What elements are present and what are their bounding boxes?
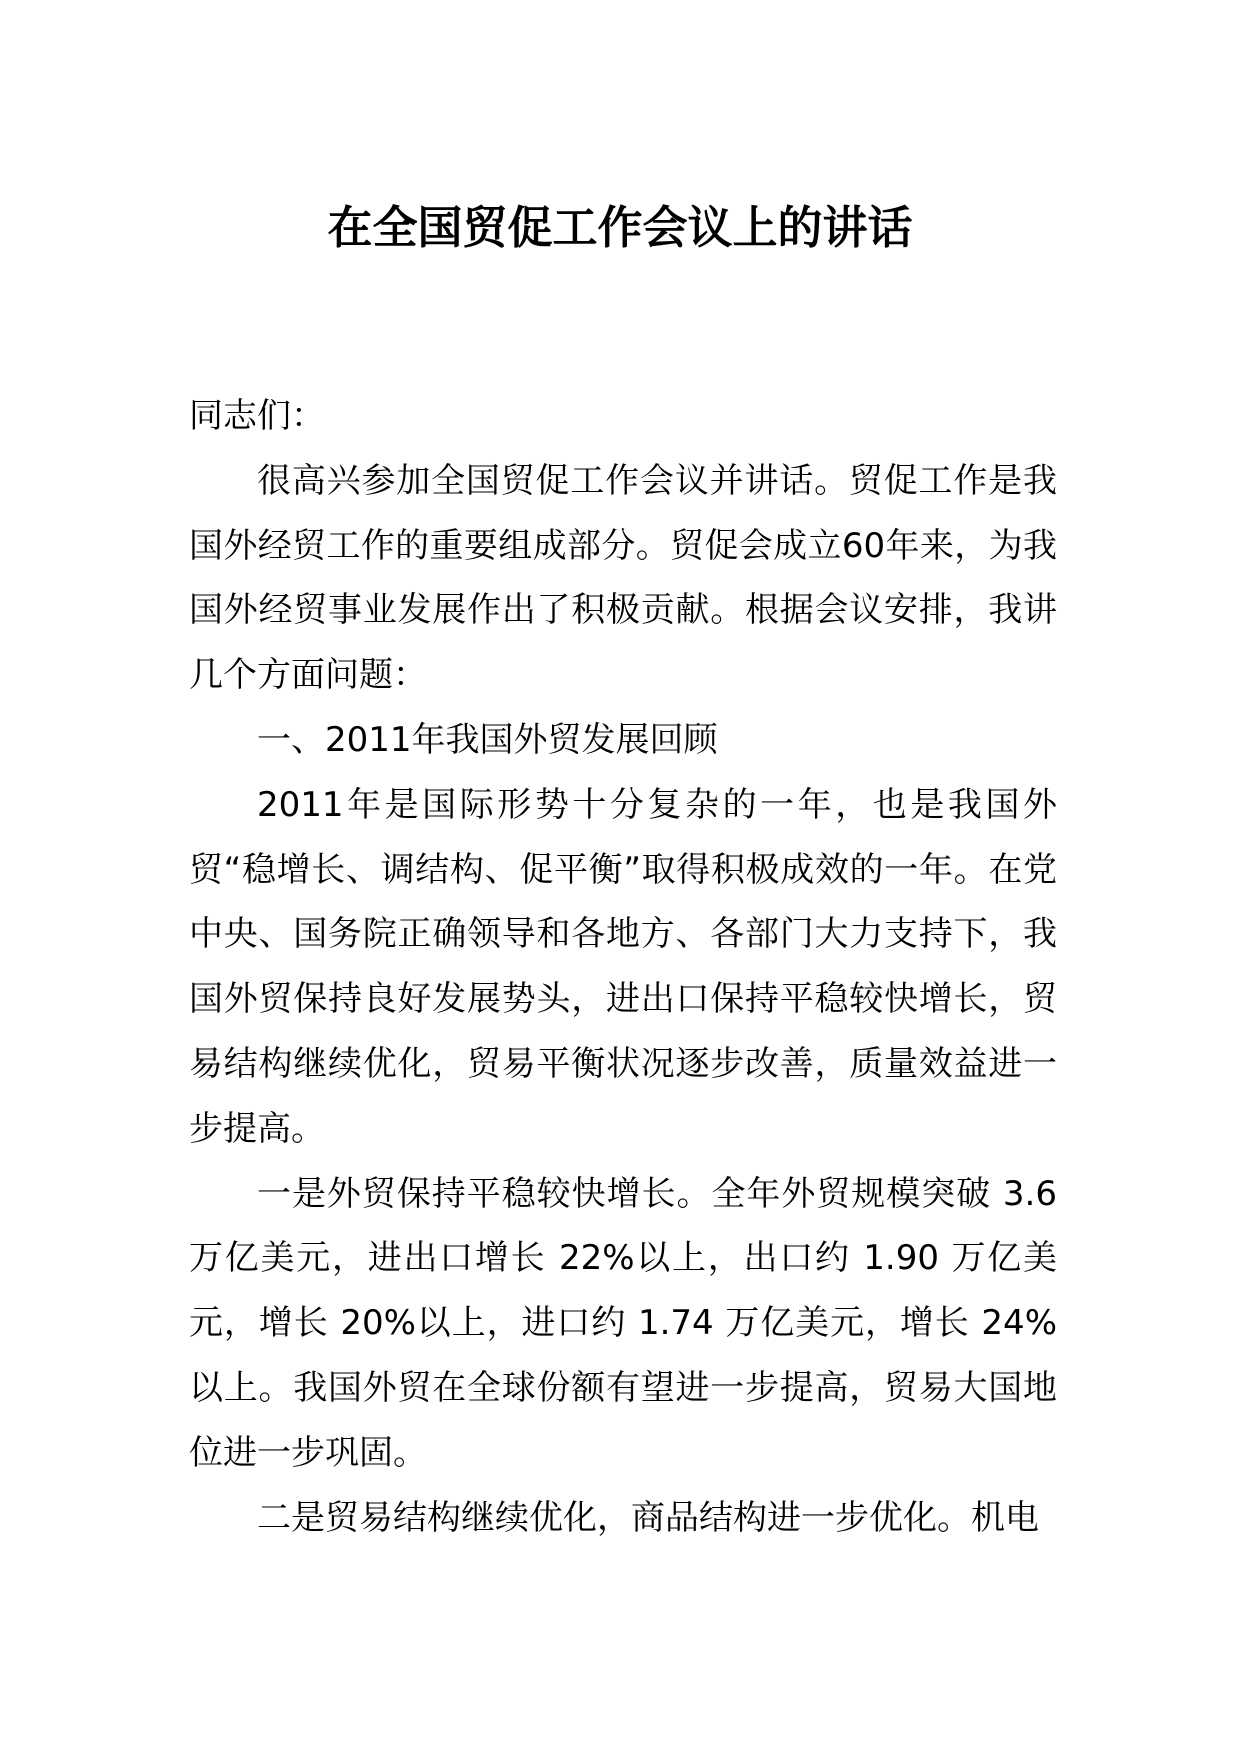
document-body [189, 384, 1057, 1550]
document-title: 在全国贸促工作会议上的讲话 [327, 201, 913, 254]
paragraph-point-2: 二是贸易结构继续优化，商品结构进一步优化。机电 [257, 1497, 1039, 1538]
paragraph-point-1: 一是外贸保持平稳较快增长。全年外贸规模突破 3.6 万亿美元，进出口增长 22%以上，出口约 1.90 万亿美元，增长 20%以上，进口约 1.74 万亿美元，增长 24%以上。我国外贸在全球份额有望进一步提高，贸易大国地位进一步巩固。 [189, 1173, 1057, 1473]
paragraph-intro: 很高兴参加全国贸促工作会议并讲话。贸促工作是我国外经贸工作的重要组成部分。贸促会成立60年来，为我国外经贸事业发展作出了积极贡献。根据会议安排，我讲几个方面问题： [189, 460, 1057, 696]
paragraph-review: 2011年是国际形势十分复杂的一年，也是我国外贸“稳增长、调结构、促平衡”取得积极成效的一年。在党中央、国务院正确领导和各地方、各部门大力支持下，我国外贸保持良好发展势头，进出口保持平稳较快增长，贸易结构继续优化，贸易平衡状况逐步改善，质量效益进一步提高。 [189, 784, 1057, 1149]
salutation: 同志们： [189, 396, 325, 436]
section-heading-1: 一、2011年我国外贸发展回顾 [257, 719, 718, 760]
